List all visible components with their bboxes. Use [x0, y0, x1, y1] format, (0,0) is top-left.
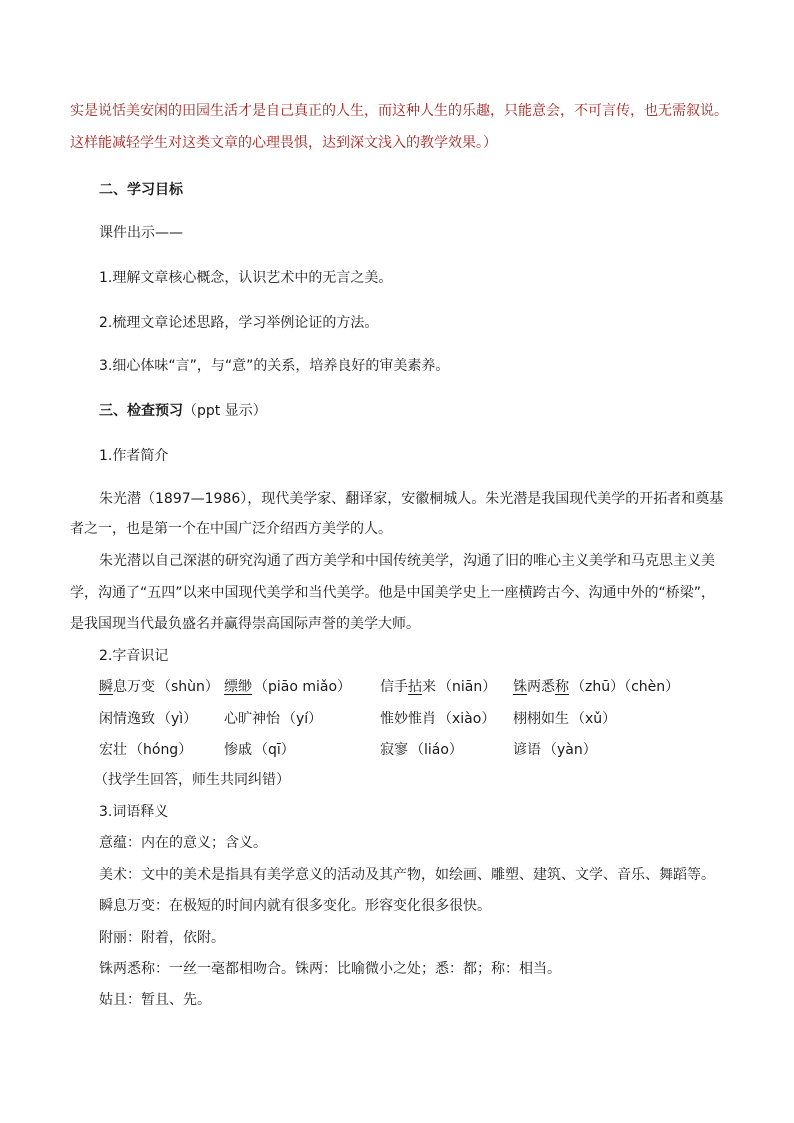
pron-item	[99, 709, 197, 729]
vocab-item-2: 美术：文中的美术是指具有美学意义的活动及其产物，如绘画、雕塑、建筑、文学、音乐、舞蹈等。	[99, 867, 715, 883]
intro-line-2: 这样能减轻学生对这类文章的心理畏惧，达到深文浅入的教学效果。）	[70, 135, 497, 151]
pron-item	[224, 740, 295, 760]
intro-line-1: 实是说恬美安闲的田园生活才是自己真正的人生，而这种人生的乐趣，只能意会，不可言传，也无需叙说。	[70, 103, 728, 119]
pron-item	[513, 740, 597, 760]
pron-word-part: 谚语	[513, 742, 541, 758]
pron-word-underlined: 称	[555, 679, 569, 695]
goals-heading: 二、学习目标	[99, 182, 183, 198]
goal-item-1: 1.理解文章核心概念，认识艺术中的无言之美。	[99, 270, 393, 286]
vocab-item-3: 瞬息万变：在极短的时间内就有很多变化。形容变化很多很快。	[99, 898, 491, 914]
vocab-item-1: 意蕴：内在的意义；含义。	[99, 835, 267, 851]
pron-word-part: 栩栩如生	[513, 711, 569, 727]
pron-word-part: 怡	[266, 711, 280, 727]
pron-pinyin: （yì）	[157, 711, 198, 727]
pron-word-part: 闲情逸致	[99, 711, 155, 727]
pron-pinyin: （niān）	[438, 679, 497, 695]
pron-word-part: 惨	[224, 742, 238, 758]
preview-heading-note: （ppt 显示）	[183, 403, 267, 419]
pron-word-part: 肖	[422, 711, 436, 727]
pron-word-underlined: 缥缈	[224, 679, 252, 695]
pron-pinyin: （yí）	[282, 711, 323, 727]
preview-heading-text: 三、检查预习	[99, 403, 183, 419]
vocab-title: 3.词语释义	[99, 804, 169, 820]
pron-item	[224, 709, 322, 729]
pron-word-part: 惟妙惟	[380, 711, 422, 727]
pron-item	[99, 677, 219, 697]
pron-word-part: 两悉	[527, 679, 555, 695]
pron-pinyin: （xǔ）	[571, 711, 617, 727]
pron-pinyin: （piāo miǎo）	[254, 679, 352, 695]
goal-item-3: 3.细心体味“言”，与“意”的关系，培养良好的审美素养。	[99, 358, 450, 374]
pron-title: 2.字音识记	[99, 648, 169, 664]
vocab-item-6: 姑且：暂且、先。	[99, 992, 211, 1008]
pron-pinyin: （zhū）（chèn）	[571, 679, 680, 695]
preview-heading	[99, 401, 267, 421]
author-p1-line1: 朱光潜（1897—1986），现代美学家、翻译家，安徽桐城人。朱光潜是我国现代美学的开拓者和奠基	[99, 491, 724, 507]
pron-item	[380, 677, 496, 697]
pron-item	[224, 677, 351, 697]
pron-pinyin: （yàn）	[543, 742, 597, 758]
author-p2-line3: 是我国现当代最负盛名并赢得崇高国际声誉的美学大师。	[70, 616, 420, 632]
pron-item	[380, 740, 463, 760]
author-p2-line2: 学，沟通了“五四”以来中国现代美学和当代美学。他是中国美学史上一座横跨古今、沟通中外的“桥梁”，	[70, 585, 716, 601]
author-p2-line1: 朱光潜以自己深湛的研究沟通了西方美学和中国传统美学，沟通了旧的唯心主义美学和马克思主义美	[99, 553, 715, 569]
pron-word-part: 心旷神	[224, 711, 266, 727]
pron-pinyin: （liáo）	[410, 742, 463, 758]
pron-word-part: 来	[422, 679, 436, 695]
goal-item-2: 2.梳理文章论述思路，学习举例论证的方法。	[99, 315, 379, 331]
pron-pinyin: （shùn）	[157, 679, 219, 695]
pron-word-part: 息万变	[113, 679, 155, 695]
pron-word-part: 寂寥	[380, 742, 408, 758]
pron-word-part: 信手	[380, 679, 408, 695]
pron-word-part: 戚	[238, 742, 252, 758]
pron-word-underlined: 铢	[513, 679, 527, 695]
pron-item	[513, 677, 679, 697]
pron-pinyin: （hóng）	[129, 742, 193, 758]
pron-word-underlined: 瞬	[99, 679, 113, 695]
vocab-item-4: 附丽：附着，依附。	[99, 930, 225, 946]
pron-word-part: 宏壮	[99, 742, 127, 758]
pron-item	[380, 709, 495, 729]
author-title: 1.作者简介	[99, 448, 169, 464]
goals-lead: 课件出示——	[99, 225, 183, 241]
pron-pinyin: （qī）	[254, 742, 295, 758]
pron-note: （找学生回答，师生共同纠错）	[94, 772, 290, 788]
pron-word-underlined: 拈	[408, 679, 422, 695]
pron-item	[513, 709, 616, 729]
pron-item	[99, 740, 192, 760]
pron-pinyin: （xiào）	[438, 711, 496, 727]
vocab-item-5: 铢两悉称：一丝一毫都相吻合。铢两：比喻微小之处；悉：都；称：相当。	[99, 961, 561, 977]
author-p1-line2: 者之一，也是第一个在中国广泛介绍西方美学的人。	[70, 521, 392, 537]
